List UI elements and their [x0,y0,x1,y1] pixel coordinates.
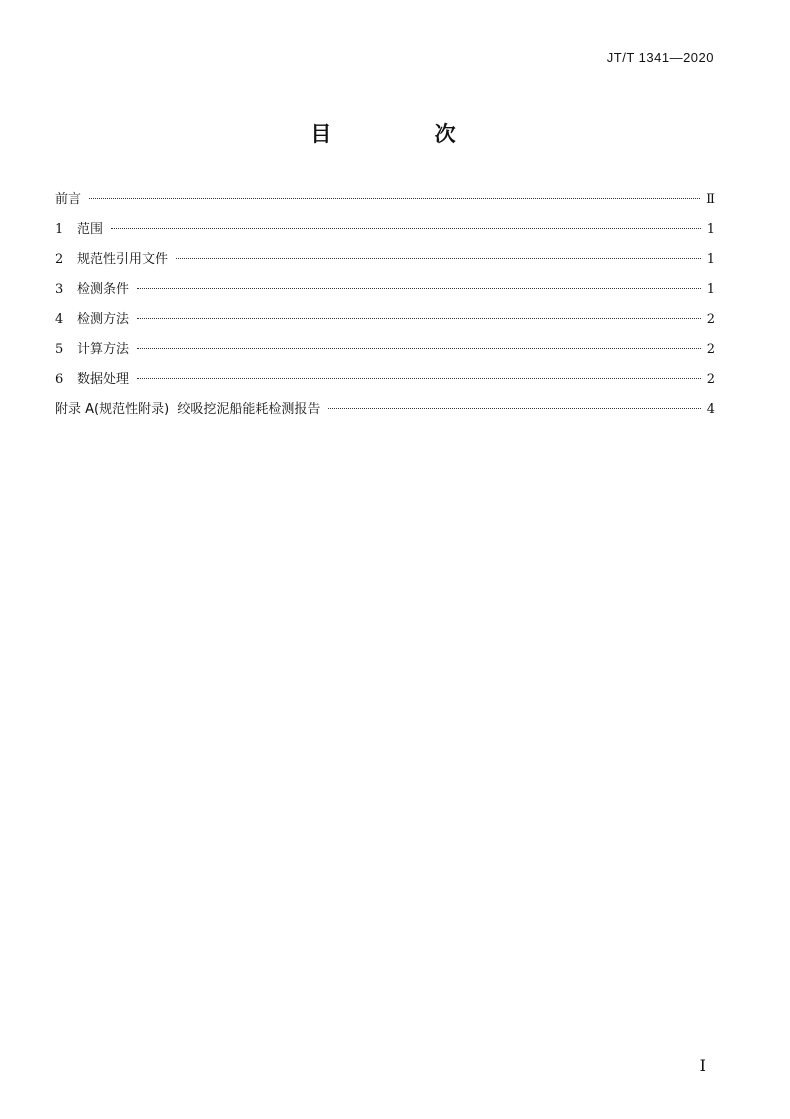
toc-entry-foreword[interactable] [55,188,715,218]
toc-entry-annex-a[interactable] [55,398,715,428]
toc-entry-number: 3 [55,282,64,297]
toc-entry-label: 计算方法 [77,342,130,357]
toc-leader-dots [111,228,701,229]
toc-entry-number: 6 [55,372,64,387]
toc-entry-calculation-methods[interactable] [55,338,715,368]
toc-entry-page: 1 [706,252,715,267]
toc-leader-dots [137,348,701,349]
toc-entry-test-methods[interactable] [55,308,715,338]
toc-leader-dots [137,318,701,319]
toc-entry-number: 1 [55,222,64,237]
toc-entry-scope[interactable] [55,218,715,248]
toc-entry-page: 2 [706,372,715,387]
toc-leader-dots [137,288,701,289]
toc-entry-label: 附录 A(规范性附录) 绞吸挖泥船能耗检测报告 [55,402,321,417]
toc-entry-label: 检测条件 [77,282,130,297]
toc-entry-label: 规范性引用文件 [77,252,169,267]
standard-code: JT/T 1341—2020 [606,50,714,65]
toc-entry-label: 数据处理 [77,372,130,387]
toc-entry-number: 4 [55,312,64,327]
toc-entry-page: Ⅱ [706,192,715,207]
toc-entry-page: 1 [706,282,715,297]
table-of-contents [55,188,715,428]
toc-entry-normative-references[interactable] [55,248,715,278]
toc-entry-data-processing[interactable] [55,368,715,398]
toc-entry-page: 1 [706,222,715,237]
toc-entry-label: 前言 [55,192,82,207]
toc-entry-page: 2 [706,312,715,327]
toc-leader-dots [176,258,701,259]
page-title: 目 次 [310,122,504,146]
toc-entry-test-conditions[interactable] [55,278,715,308]
toc-entry-number: 5 [55,342,64,357]
page-number: I [699,1056,706,1075]
toc-entry-page: 4 [706,402,715,417]
toc-entry-number: 2 [55,252,64,267]
toc-entry-label: 范围 [77,222,104,237]
toc-entry-page: 2 [706,342,715,357]
toc-leader-dots [137,378,701,379]
toc-entry-label: 检测方法 [77,312,130,327]
toc-leader-dots [89,198,700,199]
toc-leader-dots [328,408,700,409]
